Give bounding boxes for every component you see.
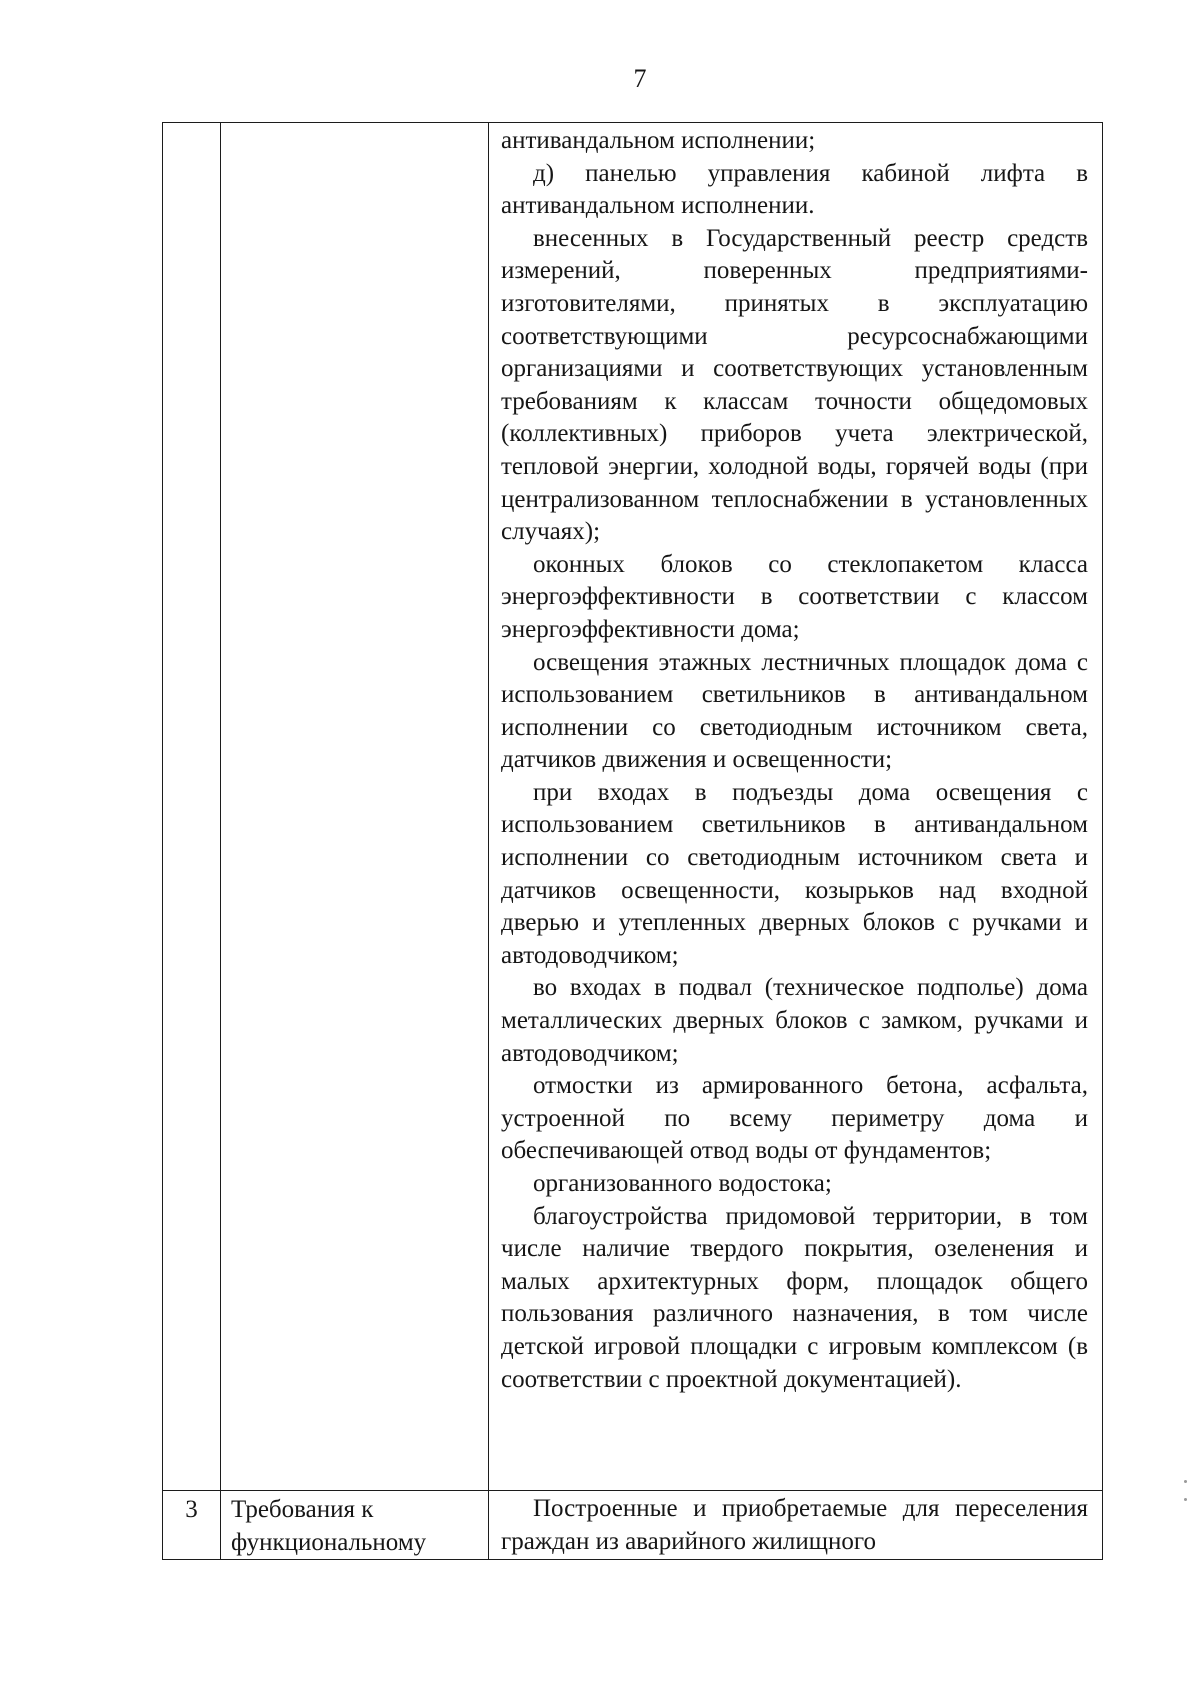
scan-speck (1184, 1480, 1187, 1483)
requirements-table (162, 122, 1103, 1560)
row-name-cell (221, 123, 489, 1491)
row-text-cell (489, 1491, 1103, 1560)
paragraph: во входах в подвал (техническое подполье) дома металлических дверных блоков с замком, ручками и автодоводчиком; (501, 974, 1088, 1067)
paragraph: при входах в подъезды дома освещения с использованием светильников в антивандальном исполнении со светодиодным источником света и датчиков освещенности, козырьков над входной дверью и утепленных дверных блоков с ручками и автодоводчиком; (501, 778, 1088, 969)
paragraph: внесенных в Государственный реестр средств измерений, поверенных предприятиями-изготовителями, принятых в эксплуатацию соответствующими ресурсоснабжающими организациями и соответствующих установленным требованиям к классам точности общедомовых (коллективных) приборов учета электрической, тепловой энергии, холодной воды, горячей воды (при централизованном теплоснабжении в установленных случаях); (501, 224, 1088, 546)
paragraph: антивандальном исполнении; (501, 127, 816, 154)
paragraph: организованного водостока; (533, 1170, 832, 1197)
paragraph: благоустройства придомовой территории, в том числе наличие твердого покрытия, озеленения и малых архитектурных форм, площадок общего пользования различного назначения, в том числе детской игровой площадки с игровым комплексом (в соответствии с проектной документацией). (501, 1202, 1088, 1393)
row-number-cell: 3 (163, 1491, 221, 1560)
paragraph: освещения этажных лестничных площадок дома с использованием светильников в антивандальном исполнении со светодиодным источником света, датчиков движения и освещенности; (501, 648, 1088, 774)
row-name-line: функциональному (231, 1528, 427, 1556)
row-name-line: Требования к (231, 1496, 374, 1523)
paragraph: Построенные и приобретаемые для переселения граждан из аварийного жилищного (501, 1495, 1088, 1555)
paragraph: д) панелью управления кабиной лифта в антивандальном исполнении. (501, 159, 1088, 220)
row-text-cell (489, 123, 1103, 1491)
row-number-cell (163, 123, 221, 1491)
table-row (163, 123, 1103, 1491)
table-row (163, 1491, 1103, 1560)
row-name-cell (221, 1491, 489, 1560)
paragraph: оконных блоков со стеклопакетом класса энергоэффективности в соответствии с классом энергоэффективности дома; (501, 550, 1088, 643)
paragraph: отмостки из армированного бетона, асфальта, устроенной по всему периметру дома и обеспечивающей отвод воды от фундаментов; (501, 1072, 1088, 1165)
page-number: 7 (633, 64, 647, 93)
scan-speck (1184, 1498, 1187, 1501)
